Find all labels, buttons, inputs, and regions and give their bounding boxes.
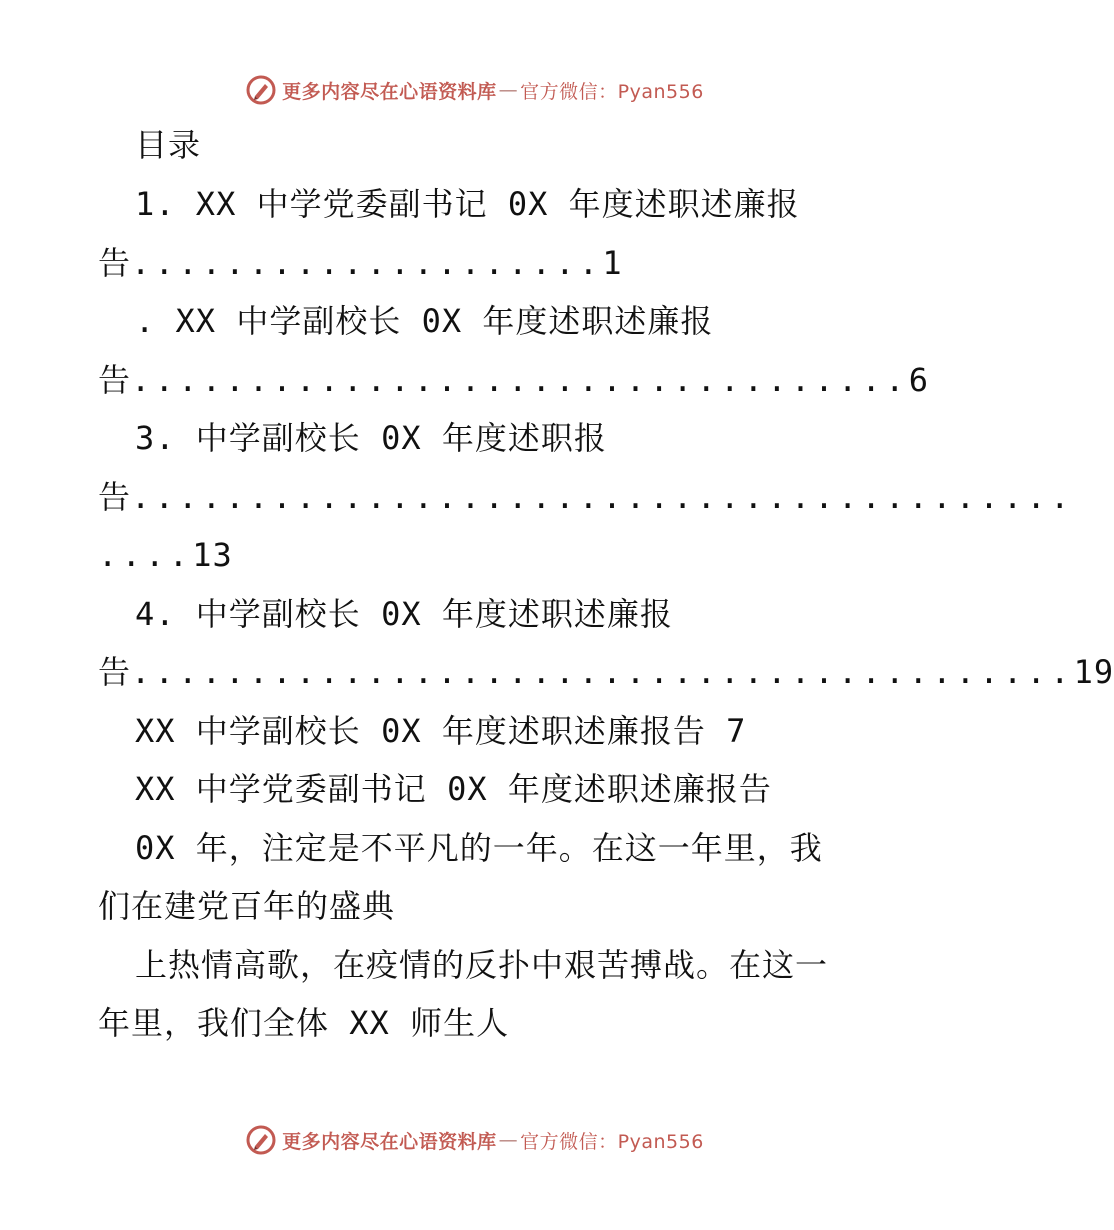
toc-entry-4-leader: ........................................	[131, 653, 1074, 691]
toc-entry-1-leader: ....................	[131, 244, 603, 282]
watermark-separator: —	[498, 79, 519, 101]
watermark-contact: 官方微信：Pyan556	[520, 80, 704, 103]
toc-entry-1-leader-line	[98, 243, 623, 283]
pen-logo-icon	[246, 75, 276, 105]
toc-entry-3-leader-2: ....	[98, 536, 193, 574]
toc-entry-4-leader-line	[98, 652, 1114, 692]
watermark-footer	[0, 1120, 950, 1160]
toc-entry-2-page: 6	[908, 361, 929, 399]
body-line-2: XX 中学党委副书记 0X 年度述职述廉报告	[135, 770, 772, 808]
toc-entry-1-page: 1	[602, 244, 623, 282]
paragraph-2-line-2: 年里，我们全体 XX 师生人	[98, 1004, 510, 1042]
toc-entry-2-wrap: 告	[98, 361, 132, 399]
toc-entry-3-page: 13	[192, 536, 233, 574]
watermark-text: 更多内容尽在心语资料库	[282, 80, 497, 103]
body-line-1: XX 中学副校长 0X 年度述职述廉报告 7	[135, 712, 747, 750]
toc-entry-2-title: . XX 中学副校长 0X 年度述职述廉报	[135, 302, 714, 340]
toc-entry-3-title: 3. 中学副校长 0X 年度述职报	[135, 419, 607, 457]
toc-entry-3-wrap: 告	[98, 478, 132, 516]
watermark-contact: 官方微信：Pyan556	[520, 1130, 704, 1153]
toc-heading: 目录	[135, 126, 202, 164]
toc-entry-4-title: 4. 中学副校长 0X 年度述职述廉报	[135, 595, 673, 633]
pen-logo-icon	[246, 1125, 276, 1155]
toc-entry-1-wrap: 告	[98, 244, 132, 282]
watermark-header	[0, 70, 950, 110]
toc-entry-2-leader: .................................	[131, 361, 909, 399]
toc-entry-1-title: 1. XX 中学党委副书记 0X 年度述职述廉报	[135, 185, 800, 223]
watermark-separator: —	[498, 1129, 519, 1151]
toc-entry-4-page: 19	[1073, 653, 1114, 691]
paragraph-2-line-1: 上热情高歌，在疫情的反扑中艰苦搏战。在这一	[135, 946, 829, 984]
paragraph-1-line-2: 们在建党百年的盛典	[98, 887, 396, 925]
toc-entry-2-leader-line	[98, 360, 929, 400]
watermark-text: 更多内容尽在心语资料库	[282, 1130, 497, 1153]
toc-entry-3-leader-line	[98, 477, 1074, 517]
toc-entry-4-wrap: 告	[98, 653, 132, 691]
toc-entry-3-leader: ........................................	[131, 478, 1074, 516]
toc-entry-3-leader-line-2	[98, 535, 233, 575]
paragraph-1-line-1: 0X 年，注定是不平凡的一年。在这一年里，我	[135, 829, 823, 867]
